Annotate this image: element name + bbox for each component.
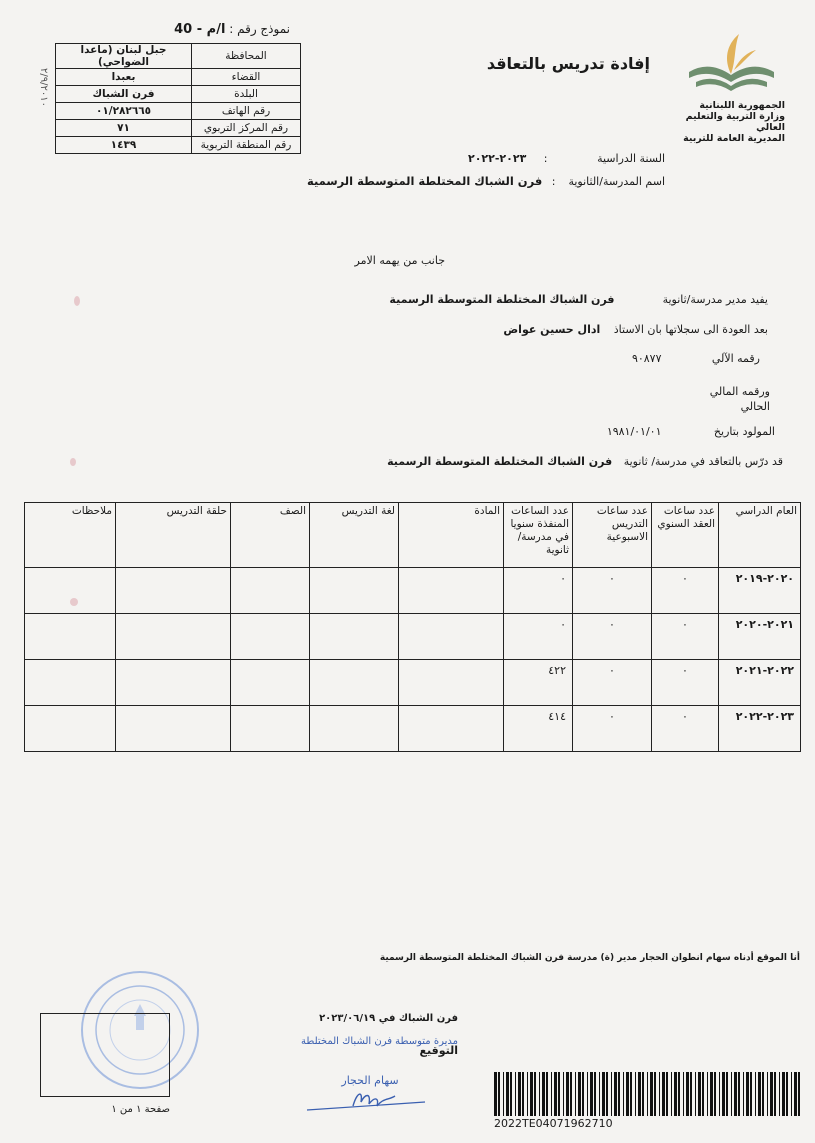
barcode-bar [614,1072,617,1116]
taught-row [300,455,783,468]
info-row [56,44,301,69]
table-cell: ٠ [504,568,573,614]
barcode-bar [647,1072,648,1116]
table-row [25,706,801,752]
barcode-bar [782,1072,785,1116]
barcode-bar [726,1072,728,1116]
teacher-name: ادال حسين عواض [503,323,601,336]
barcode-bar [707,1072,708,1116]
academic-year-value: ٢٠٢٣-٢٠٢٢ [467,152,527,165]
barcode-bar [566,1072,569,1116]
barcode-bar [758,1072,761,1116]
side-handwritten-note: ٢/٩/٢٠١٠ [37,68,49,107]
info-row [56,86,301,103]
table-cell: ٠ [573,614,652,660]
barcode-bar [626,1072,629,1116]
barcode-bar [630,1072,632,1116]
barcode-bar [539,1072,540,1116]
barcode-bar [642,1072,644,1116]
info-label: البلدة [192,86,301,103]
declaration-statement: أنا الموقع أدناه سهام انطوان الحجار مدير (ة) مدرسة فرن الشباك المختلطة المتوسطة الرسمية [379,953,800,963]
taught-school: فرن الشباك المختلطة المتوسطة الرسمية [387,455,613,468]
info-label: القضاء [192,69,301,86]
barcode-bar [638,1072,641,1116]
table-cell: ٠ [573,660,652,706]
table-cell [231,568,310,614]
barcode-bar [698,1072,701,1116]
director-label: يفيد مدير مدرسة/ثانوية [662,293,768,306]
table-row [25,568,801,614]
signature-label: التوقيع [419,1044,458,1057]
dob-label: المولود بتاريخ [713,425,775,438]
barcode-bar [542,1072,545,1116]
info-label: رقم المركز التربوي [192,120,301,137]
barcode-bar [558,1072,560,1116]
info-value: بعبدا [56,69,192,86]
id-label: رقمه الآلي [711,352,760,365]
barcode-bar [587,1072,588,1116]
table-cell [116,660,231,706]
barcode-bar [774,1072,776,1116]
dob-row [540,425,775,438]
barcode-bar [662,1072,665,1116]
barcode-bar [578,1072,581,1116]
org-line: الجمهورية اللبنانية [699,100,785,111]
barcode-bar [650,1072,653,1116]
info-row [56,69,301,86]
barcode-bar [582,1072,584,1116]
table-cell: ٢٠٢٣-٢٠٢٢ [719,706,801,752]
barcode-bar [599,1072,600,1116]
table-cell [399,706,504,752]
barcode-bar [503,1072,504,1116]
table-cell [231,660,310,706]
id-value: ٩٠٨٧٧ [631,352,662,365]
barcode-bar [506,1072,509,1116]
column-header: المادة [399,503,504,568]
barcode-bar [671,1072,672,1116]
info-value: ١٤٣٩ [56,137,192,154]
barcode-bar [779,1072,780,1116]
barcode-bar [770,1072,773,1116]
column-header: عدد الساعات المنفذة سنويا في مدرسة/ثانوية [504,503,573,568]
barcode-bar [554,1072,557,1116]
barcode-bar [755,1072,756,1116]
info-value: جبل لبنان (ماعدا الضواحي) [56,44,192,69]
barcode-bar [563,1072,564,1116]
barcode-bar [606,1072,608,1116]
barcode-bar [686,1072,689,1116]
barcode-number: 2022TE04071962710 [494,1117,613,1130]
signature-icon [305,1084,435,1114]
barcode-bar [602,1072,605,1116]
table-cell [399,614,504,660]
financial-id-label [680,384,770,414]
table-cell [25,568,116,614]
barcode-bar [666,1072,668,1116]
smudge-mark [70,598,78,606]
table-cell: ٠ [652,706,719,752]
financial-label-line: الحالي [740,400,770,413]
barcode-bar [743,1072,744,1116]
barcode-bar [710,1072,713,1116]
barcode-bar [546,1072,548,1116]
info-row [56,120,301,137]
barcode-bar [518,1072,521,1116]
barcode-bar [659,1072,660,1116]
table-cell [116,706,231,752]
financial-label-line: ورقمه المالي [709,385,770,398]
column-header: حلقة التدريس [116,503,231,568]
table-cell: ٢٠٢١-٢٠٢٠ [719,614,801,660]
table-row [25,614,801,660]
table-cell: ٢٠٢٠-٢٠١٩ [719,568,801,614]
academic-year-label: السنة الدراسية [597,152,665,165]
table-cell: ٤١٤ [504,706,573,752]
dob-value: ١٩٨١/٠١/٠١ [606,425,662,438]
table-cell: ٠ [573,706,652,752]
barcode-bar [551,1072,552,1116]
page-counter: صفحة ١ من ١ [111,1104,170,1115]
table-cell [116,568,231,614]
table-row [25,660,801,706]
barcode-bar [494,1072,497,1116]
table-cell [399,660,504,706]
table-header-row [25,503,801,568]
blank-box [40,1013,170,1097]
place-date-line: فرن الشباك في ٢٠٢٣/٠٦/١٩ [319,1013,458,1024]
org-line: المديرية العامة للتربية [683,133,785,144]
column-header: الصف [231,503,310,568]
taught-label: قد درّس بالتعاقد في مدرسة/ ثانوية [623,455,783,468]
barcode-bar [734,1072,737,1116]
barcode-bar [594,1072,596,1116]
director-school: فرن الشباك المختلطة المتوسطة الرسمية [389,293,615,306]
id-row [560,352,760,365]
barcode-bar [654,1072,656,1116]
ministry-logo-icon [684,30,779,100]
barcode-bar [498,1072,500,1116]
barcode-bar [635,1072,636,1116]
barcode-bar [522,1072,524,1116]
form-number-value: ا/م - 40 [174,22,226,37]
table-cell [310,568,399,614]
info-row [56,103,301,120]
addressee: جانب من يهمه الامر [354,254,445,267]
barcode-bar [750,1072,752,1116]
document-title: إفادة تدريس بالتعاقد [486,54,650,73]
smudge-mark [70,458,76,466]
barcode-bar [611,1072,612,1116]
school-name-row: اسم المدرسة/الثانوية : فرن الشباك المختلطة المتوسطة الرسمية [306,174,665,188]
barcode-bar [722,1072,725,1116]
barcode-bar [786,1072,788,1116]
table-cell [310,660,399,706]
table-cell [231,706,310,752]
director-row [300,293,768,306]
info-label: رقم الهاتف [192,103,301,120]
barcode-bar [798,1072,800,1116]
ministry-name [655,100,785,144]
table-cell [25,706,116,752]
barcode-bar [762,1072,764,1116]
table-cell [310,614,399,660]
column-header: ملاحظات [25,503,116,568]
table-cell [310,706,399,752]
school-name-value: فرن الشباك المختلطة المتوسطة الرسمية [306,174,543,188]
barcode-bar [534,1072,536,1116]
info-table [55,43,301,154]
barcode-bar [510,1072,512,1116]
teacher-label: بعد العودة الى سجلاتها بان الاستاذ [613,323,768,336]
barcode-bar [570,1072,572,1116]
barcode-bar [683,1072,684,1116]
barcode-bar [738,1072,740,1116]
school-stamp-text: مديرة متوسطة فرن الشباك المختلطة [301,1036,458,1047]
barcode-bar [702,1072,704,1116]
school-name-label: اسم المدرسة/الثانوية [568,175,665,188]
smudge-mark [74,296,80,306]
barcode-bar [575,1072,576,1116]
table-cell: ٠ [652,568,719,614]
column-header: عدد ساعات العقد السنوي [652,503,719,568]
table-cell: ٠ [504,614,573,660]
table-cell: ٢٠٢٢-٢٠٢١ [719,660,801,706]
barcode-bar [590,1072,593,1116]
form-number-label: نموذج رقم : [229,22,290,36]
teacher-row [300,323,768,336]
column-header: عدد ساعات التدريس الاسبوعية [573,503,652,568]
barcode-bar [623,1072,624,1116]
info-label: المحافظة [192,44,301,69]
form-number [90,22,290,37]
barcode-icon [494,1072,802,1116]
barcode-bar [767,1072,768,1116]
info-row [56,137,301,154]
table-cell: ٠ [573,568,652,614]
org-line: وزارة التربية والتعليم العالي [685,111,785,133]
teaching-record-table [24,502,801,752]
barcode-bar [791,1072,792,1116]
barcode-bar [527,1072,528,1116]
info-value: فرن الشباك [56,86,192,103]
barcode-bar [746,1072,749,1116]
signer-name: سهام الحجار [341,1074,399,1087]
table-cell [25,614,116,660]
info-label: رقم المنطقة التربوية [192,137,301,154]
barcode-bar [674,1072,677,1116]
barcode-bar [530,1072,533,1116]
table-cell [116,614,231,660]
barcode-bar [690,1072,692,1116]
table-cell [25,660,116,706]
table-cell: ٠ [652,614,719,660]
barcode-bar [714,1072,716,1116]
table-cell [399,568,504,614]
table-cell [231,614,310,660]
barcode-bar [719,1072,720,1116]
barcode-bar [678,1072,680,1116]
barcode-bar [695,1072,696,1116]
info-value: ٧١ [56,120,192,137]
column-header: لغة التدريس [310,503,399,568]
barcode-bar [618,1072,620,1116]
column-header: العام الدراسي [719,503,801,568]
barcode-bar [794,1072,797,1116]
table-cell: ٠ [652,660,719,706]
barcode-bar [731,1072,732,1116]
barcode-bar [515,1072,516,1116]
academic-year-row: السنة الدراسية : ٢٠٢٣-٢٠٢٢ [467,152,665,165]
table-cell: ٤٢٢ [504,660,573,706]
info-value: ٠١/٢٨٢٦٦٥ [56,103,192,120]
